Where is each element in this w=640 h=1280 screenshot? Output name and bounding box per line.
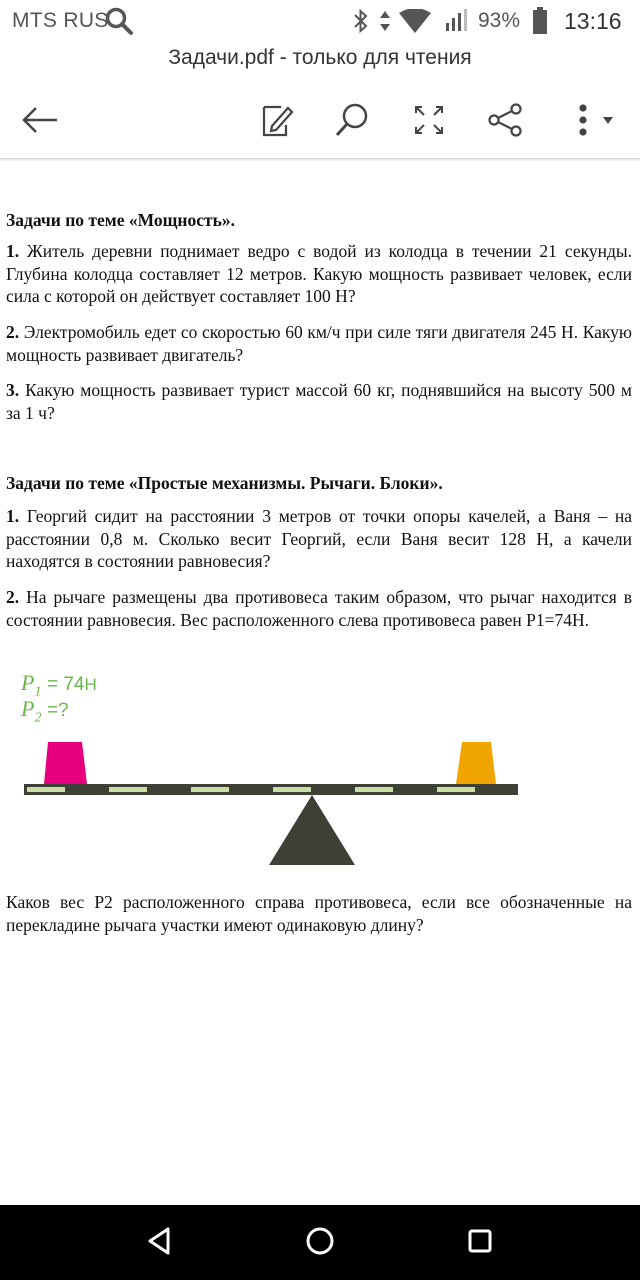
problem-number: 1. — [6, 241, 20, 261]
problem-item — [6, 505, 632, 573]
toolbar — [0, 88, 640, 160]
problem-text: Электромобиль едет со скоростью 60 км/ч при силе тяги двигателя 245 Н. Какую мощность развивает двигатель? — [6, 322, 632, 365]
p2-subscript: 2 — [34, 710, 42, 726]
fulcrum — [269, 795, 355, 865]
problem-item — [6, 240, 632, 308]
left-weight — [44, 742, 87, 784]
p1-symbol: P — [21, 670, 35, 695]
final-question: Каков вес Р2 расположенного справа противовеса, если все обозначенные на перекладине рычага участки имеют одинаковую длину? — [6, 892, 632, 935]
section-heading-mechanisms: Задачи по теме «Простые механизмы. Рычаги. Блоки». — [6, 473, 443, 493]
lever-beam — [24, 784, 518, 795]
problem-number: 2. — [6, 587, 20, 607]
data-arrows-icon — [378, 8, 392, 40]
nav-home-button[interactable] — [300, 1223, 340, 1263]
home-icon — [304, 1225, 336, 1262]
formula-p2 — [21, 696, 69, 726]
status-bar — [0, 0, 640, 44]
problem-item — [6, 379, 632, 424]
bluetooth-icon — [352, 8, 370, 40]
problem-item — [6, 586, 632, 631]
p1-value: = 74 — [46, 674, 85, 695]
navigation-bar — [0, 1205, 640, 1280]
share-button[interactable] — [479, 96, 531, 148]
problem-text: На рычаге размещены два противовеса таким образом, что рычаг находится в состоянии равновесия. Вес расположенного слева противовеса равен Р1=74Н. — [6, 587, 632, 630]
wifi-icon — [398, 9, 432, 41]
arrow-left-icon — [20, 105, 60, 140]
problem-number: 3. — [6, 380, 20, 400]
more-vertical-icon — [561, 100, 621, 145]
section-heading-power: Задачи по теме «Мощность». — [6, 210, 235, 230]
back-button[interactable] — [14, 96, 66, 148]
recents-icon — [466, 1227, 494, 1260]
right-weight — [456, 742, 496, 784]
problem-text: Житель деревни поднимает ведро с водой из колодца в течении 21 секунды. Глубина колодца составляет 12 метров. Какую мощность развивает человек, если сила с которой он действует составляет 100 Н? — [6, 241, 632, 306]
nav-back-button[interactable] — [140, 1223, 180, 1263]
signal-icon — [444, 8, 470, 40]
nav-recents-button[interactable] — [460, 1223, 500, 1263]
lever-diagram — [20, 738, 530, 868]
p2-value: =? — [46, 700, 69, 721]
expand-icon — [411, 102, 447, 143]
carrier-name: MTS RUS — [12, 9, 109, 32]
p1-subscript: 1 — [34, 684, 42, 700]
back-icon — [146, 1226, 174, 1261]
problem-number: 1. — [6, 506, 20, 526]
search-button[interactable] — [326, 96, 378, 148]
document-title: Задачи.pdf - только для чтения — [168, 46, 472, 69]
problem-text: Какую мощность развивает турист массой 60 кг, поднявшийся на высоту 500 м за 1 ч? — [6, 380, 633, 423]
problem-item — [6, 321, 632, 366]
p2-symbol: P — [21, 696, 35, 721]
p1-unit: Н — [84, 675, 97, 694]
problem-text: Георгий сидит на расстоянии 3 метров от точки опоры качелей, а Ваня – на расстоянии 0,8 м. Сколько весит Георгий, если Ваня весит 128 Н, а качели находятся в состоянии равновесия? — [6, 506, 632, 571]
battery-icon — [532, 7, 548, 41]
edit-document-icon — [256, 100, 296, 145]
edit-button[interactable] — [250, 96, 302, 148]
fullscreen-button[interactable] — [403, 96, 455, 148]
share-icon — [485, 100, 525, 145]
search-icon — [332, 100, 372, 145]
more-options-button[interactable] — [556, 96, 626, 148]
status-search-icon — [104, 6, 134, 42]
battery-percent: 93% — [478, 9, 521, 32]
pdf-page — [6, 160, 634, 1205]
clock: 13:16 — [564, 8, 622, 34]
problem-number: 2. — [6, 322, 20, 342]
